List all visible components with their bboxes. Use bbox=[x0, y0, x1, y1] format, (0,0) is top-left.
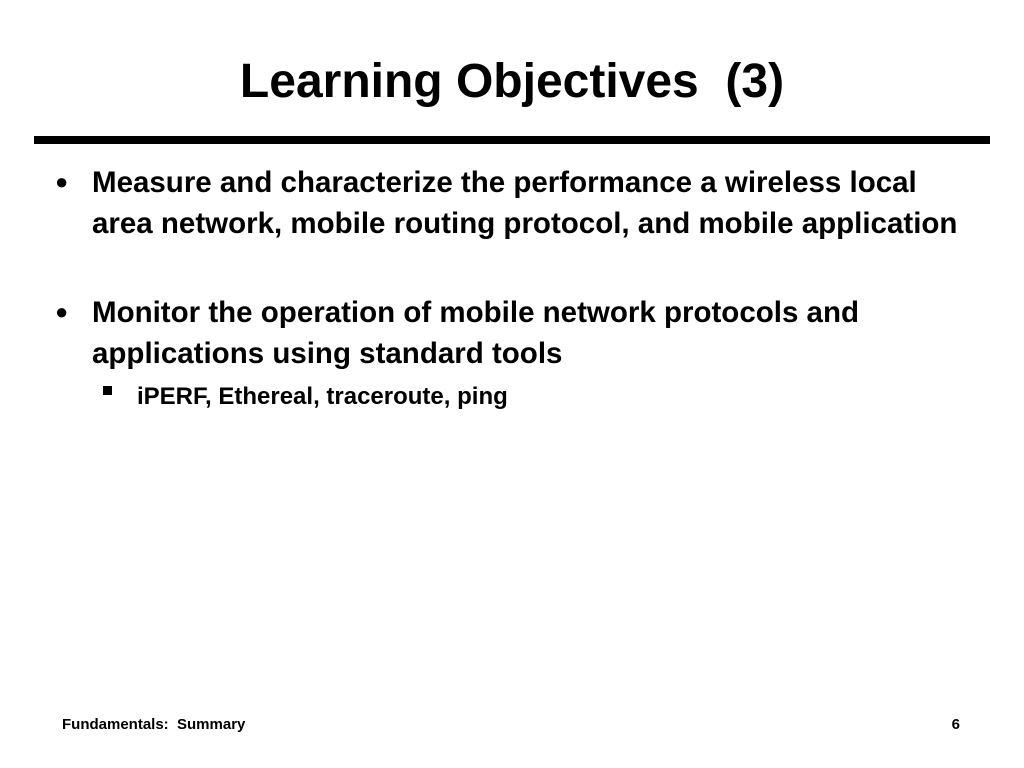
bullet-square-icon bbox=[103, 386, 112, 395]
bullet-dot-icon: ● bbox=[55, 169, 69, 194]
bullet-text: Monitor the operation of mobile network protocols and applications using standard tools bbox=[92, 296, 859, 370]
title-divider bbox=[34, 136, 990, 144]
sub-bullet-text: iPERF, Ethereal, traceroute, ping bbox=[137, 383, 508, 410]
page-number: 6 bbox=[951, 716, 960, 733]
footer-section-title: Fundamentals: Summary bbox=[62, 716, 246, 733]
bullet-dot-icon: ● bbox=[55, 299, 69, 324]
bullet-text: Measure and characterize the performance a wireless local area network, mobile routing protocol, and mobile application bbox=[92, 166, 958, 240]
slide-title: Learning Objectives (3) bbox=[239, 55, 785, 108]
